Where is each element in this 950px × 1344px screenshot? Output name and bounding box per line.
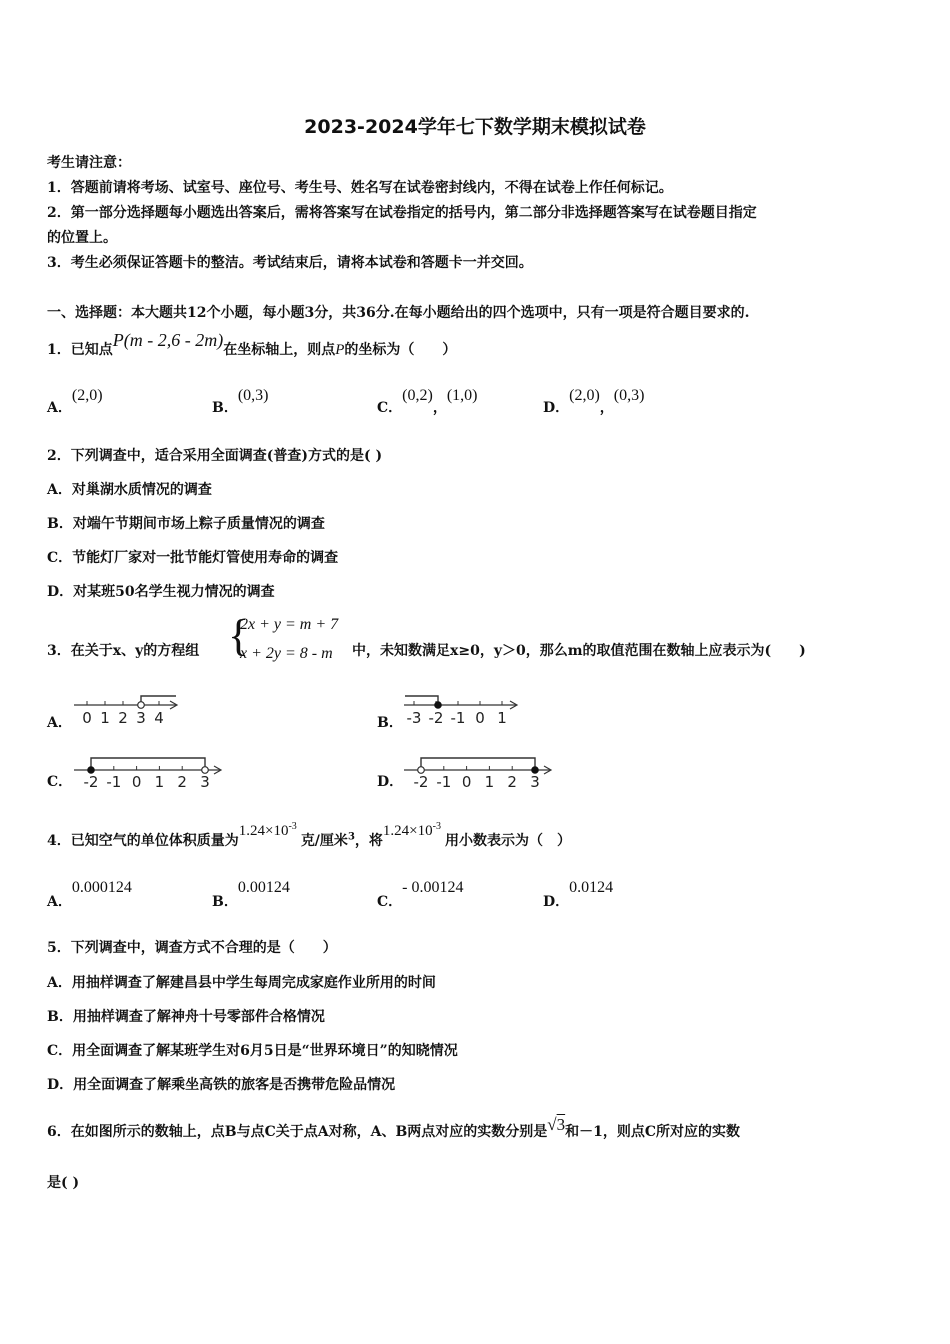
q6-line2: 是( )	[47, 1175, 80, 1191]
tick-label: 1	[497, 709, 507, 727]
tick-label: 0	[82, 709, 92, 727]
q3-pre: 3．在关于x、y的方程组	[47, 643, 200, 659]
tick-label: 2	[118, 709, 128, 727]
q1-option-c[interactable]: C．(0,2)，(1,0)	[377, 387, 478, 416]
tick-label: 0	[461, 773, 472, 791]
q1-p: P	[335, 342, 345, 358]
solution-interval	[91, 758, 205, 770]
q1-point: P(m - 2,6 - 2m)	[112, 330, 224, 350]
q5-option-c[interactable]: C．用全面调查了解某班学生对6月5日是“世界环境日”的知晓情况	[47, 1043, 458, 1059]
number-line-c	[72, 752, 224, 792]
solution-interval	[421, 758, 535, 770]
q3-option-c-label[interactable]: C．	[47, 774, 73, 790]
q4-option-b[interactable]: B．0.00124	[212, 879, 290, 910]
q3-brace: {	[228, 611, 250, 660]
q4-unit: 克/厘米	[300, 833, 348, 849]
tick-label: -2	[83, 773, 99, 791]
closed-point	[532, 767, 539, 774]
q6-post: 和－1，则点C所对应的实数	[565, 1124, 741, 1140]
q3-eq2: x + 2y = 8 - m	[240, 645, 333, 662]
tick-label: 0	[131, 773, 142, 791]
tick-label: 2	[177, 773, 187, 791]
q5-option-a[interactable]: A．用抽样调查了解建昌县中学生每周完成家庭作业所用的时间	[47, 975, 436, 991]
closed-point	[88, 767, 95, 774]
open-point	[138, 702, 145, 709]
number-line-d	[402, 752, 554, 792]
q2-option-d[interactable]: D．对某班50名学生视力情况的调查	[47, 584, 275, 600]
notice-item: 1．答题前请将考场、试室号、座位号、考生号、姓名写在试卷密封线内，不得在试卷上作任何标记。	[47, 180, 673, 196]
q4-unit-exp: 3	[347, 831, 355, 843]
solution-ray	[405, 696, 438, 705]
tick-label: -2	[413, 773, 429, 791]
number-line-b	[402, 692, 524, 732]
notice-item: 3．考生必须保证答题卡的整洁。考试结束后，请将本试卷和答题卡一并交回。	[47, 255, 533, 271]
question-5: 5．下列调查中，调查方式不合理的是（ ）	[47, 940, 337, 956]
q1-post: 在坐标轴上，则点	[223, 342, 336, 358]
q2-option-c[interactable]: C．节能灯厂家对一批节能灯管使用寿命的调查	[47, 550, 339, 566]
tick-label: 3	[530, 773, 540, 791]
q4-mass: $1.24\times 10^{-3}$	[238, 821, 297, 839]
q3-post: 中，未知数满足x≥0，y＞0，那么m的取值范围在数轴上应表示为( )	[352, 643, 806, 659]
tick-label: -2	[428, 709, 444, 727]
tick-label: 3	[200, 773, 210, 791]
q4-post: 用小数表示为（ ）	[444, 833, 571, 849]
tick-label: -1	[106, 773, 122, 791]
question-2: 2．下列调查中，适合采用全面调查(普查)方式的是( )	[47, 448, 383, 464]
q4-mid: ，将	[354, 833, 383, 849]
q3-option-d-label[interactable]: D．	[377, 774, 404, 790]
q4-option-d[interactable]: D．0.0124	[543, 879, 614, 910]
notice-item: 2．第一部分选择题每小题选出答案后，需将答案写在试卷指定的括号内，第二部分非选择题答案写在试卷题目指定	[47, 205, 757, 221]
closed-point	[435, 702, 442, 709]
tick-label: 1	[154, 773, 165, 791]
tick-label: -1	[436, 773, 452, 791]
q1-pre: 1．已知点	[47, 342, 113, 358]
question-4	[47, 821, 571, 850]
notice-item: 的位置上。	[47, 230, 117, 246]
q3-option-a-label[interactable]: A．	[47, 715, 72, 731]
open-point	[202, 767, 209, 774]
question-6	[47, 1115, 741, 1141]
q1-post2: 的坐标为（ ）	[344, 342, 457, 358]
q2-option-a[interactable]: A．对巢湖水质情况的调查	[47, 482, 212, 498]
q4-pre: 4．已知空气的单位体积质量为	[47, 833, 239, 849]
q2-option-b[interactable]: B．对端午节期间市场上粽子质量情况的调查	[47, 516, 325, 532]
number-line-a	[72, 692, 184, 732]
q3-eq1: 2x + y = m + 7	[240, 616, 339, 633]
tick-label: 3	[136, 709, 146, 727]
tick-label: 0	[475, 709, 485, 727]
q4-option-a[interactable]: A．0.000124	[47, 879, 132, 910]
q6-pre: 6．在如图所示的数轴上，点B与点C关于点A对称，A、B两点对应的实数分别是	[47, 1124, 548, 1140]
page-title: 2023-2024学年七下数学期末模拟试卷	[304, 116, 646, 138]
q5-option-d[interactable]: D．用全面调查了解乘坐高铁的旅客是否携带危险品情况	[47, 1077, 396, 1093]
open-point	[418, 767, 425, 774]
question-1	[47, 330, 457, 359]
q4-mass-2: $1.24\times 10^{-3}$	[382, 821, 441, 839]
tick-label: 1	[484, 773, 495, 791]
q1-option-b[interactable]: B．(0,3)	[212, 387, 269, 416]
q3-option-b-label[interactable]: B．	[377, 715, 403, 731]
q1-option-a[interactable]: A．(2,0)	[47, 387, 103, 416]
tick-label: -1	[450, 709, 466, 727]
notice-heading: 考生请注意：	[47, 155, 131, 171]
q1-option-d[interactable]: D．(2,0)，(0,3)	[543, 387, 645, 416]
tick-label: 1	[100, 709, 110, 727]
tick-label: 2	[507, 773, 517, 791]
q5-option-b[interactable]: B．用抽样调查了解神舟十号零部件合格情况	[47, 1009, 325, 1025]
tick-label: -3	[406, 709, 422, 727]
q6-sqrt: √3	[547, 1115, 566, 1134]
section-heading: 一、选择题：本大题共12个小题，每小题3分，共36分.在每小题给出的四个选项中，只有一项是符合题目要求的.	[47, 305, 750, 321]
tick-label: 4	[154, 709, 164, 727]
q4-option-c[interactable]: C．- 0.00124	[377, 879, 464, 910]
